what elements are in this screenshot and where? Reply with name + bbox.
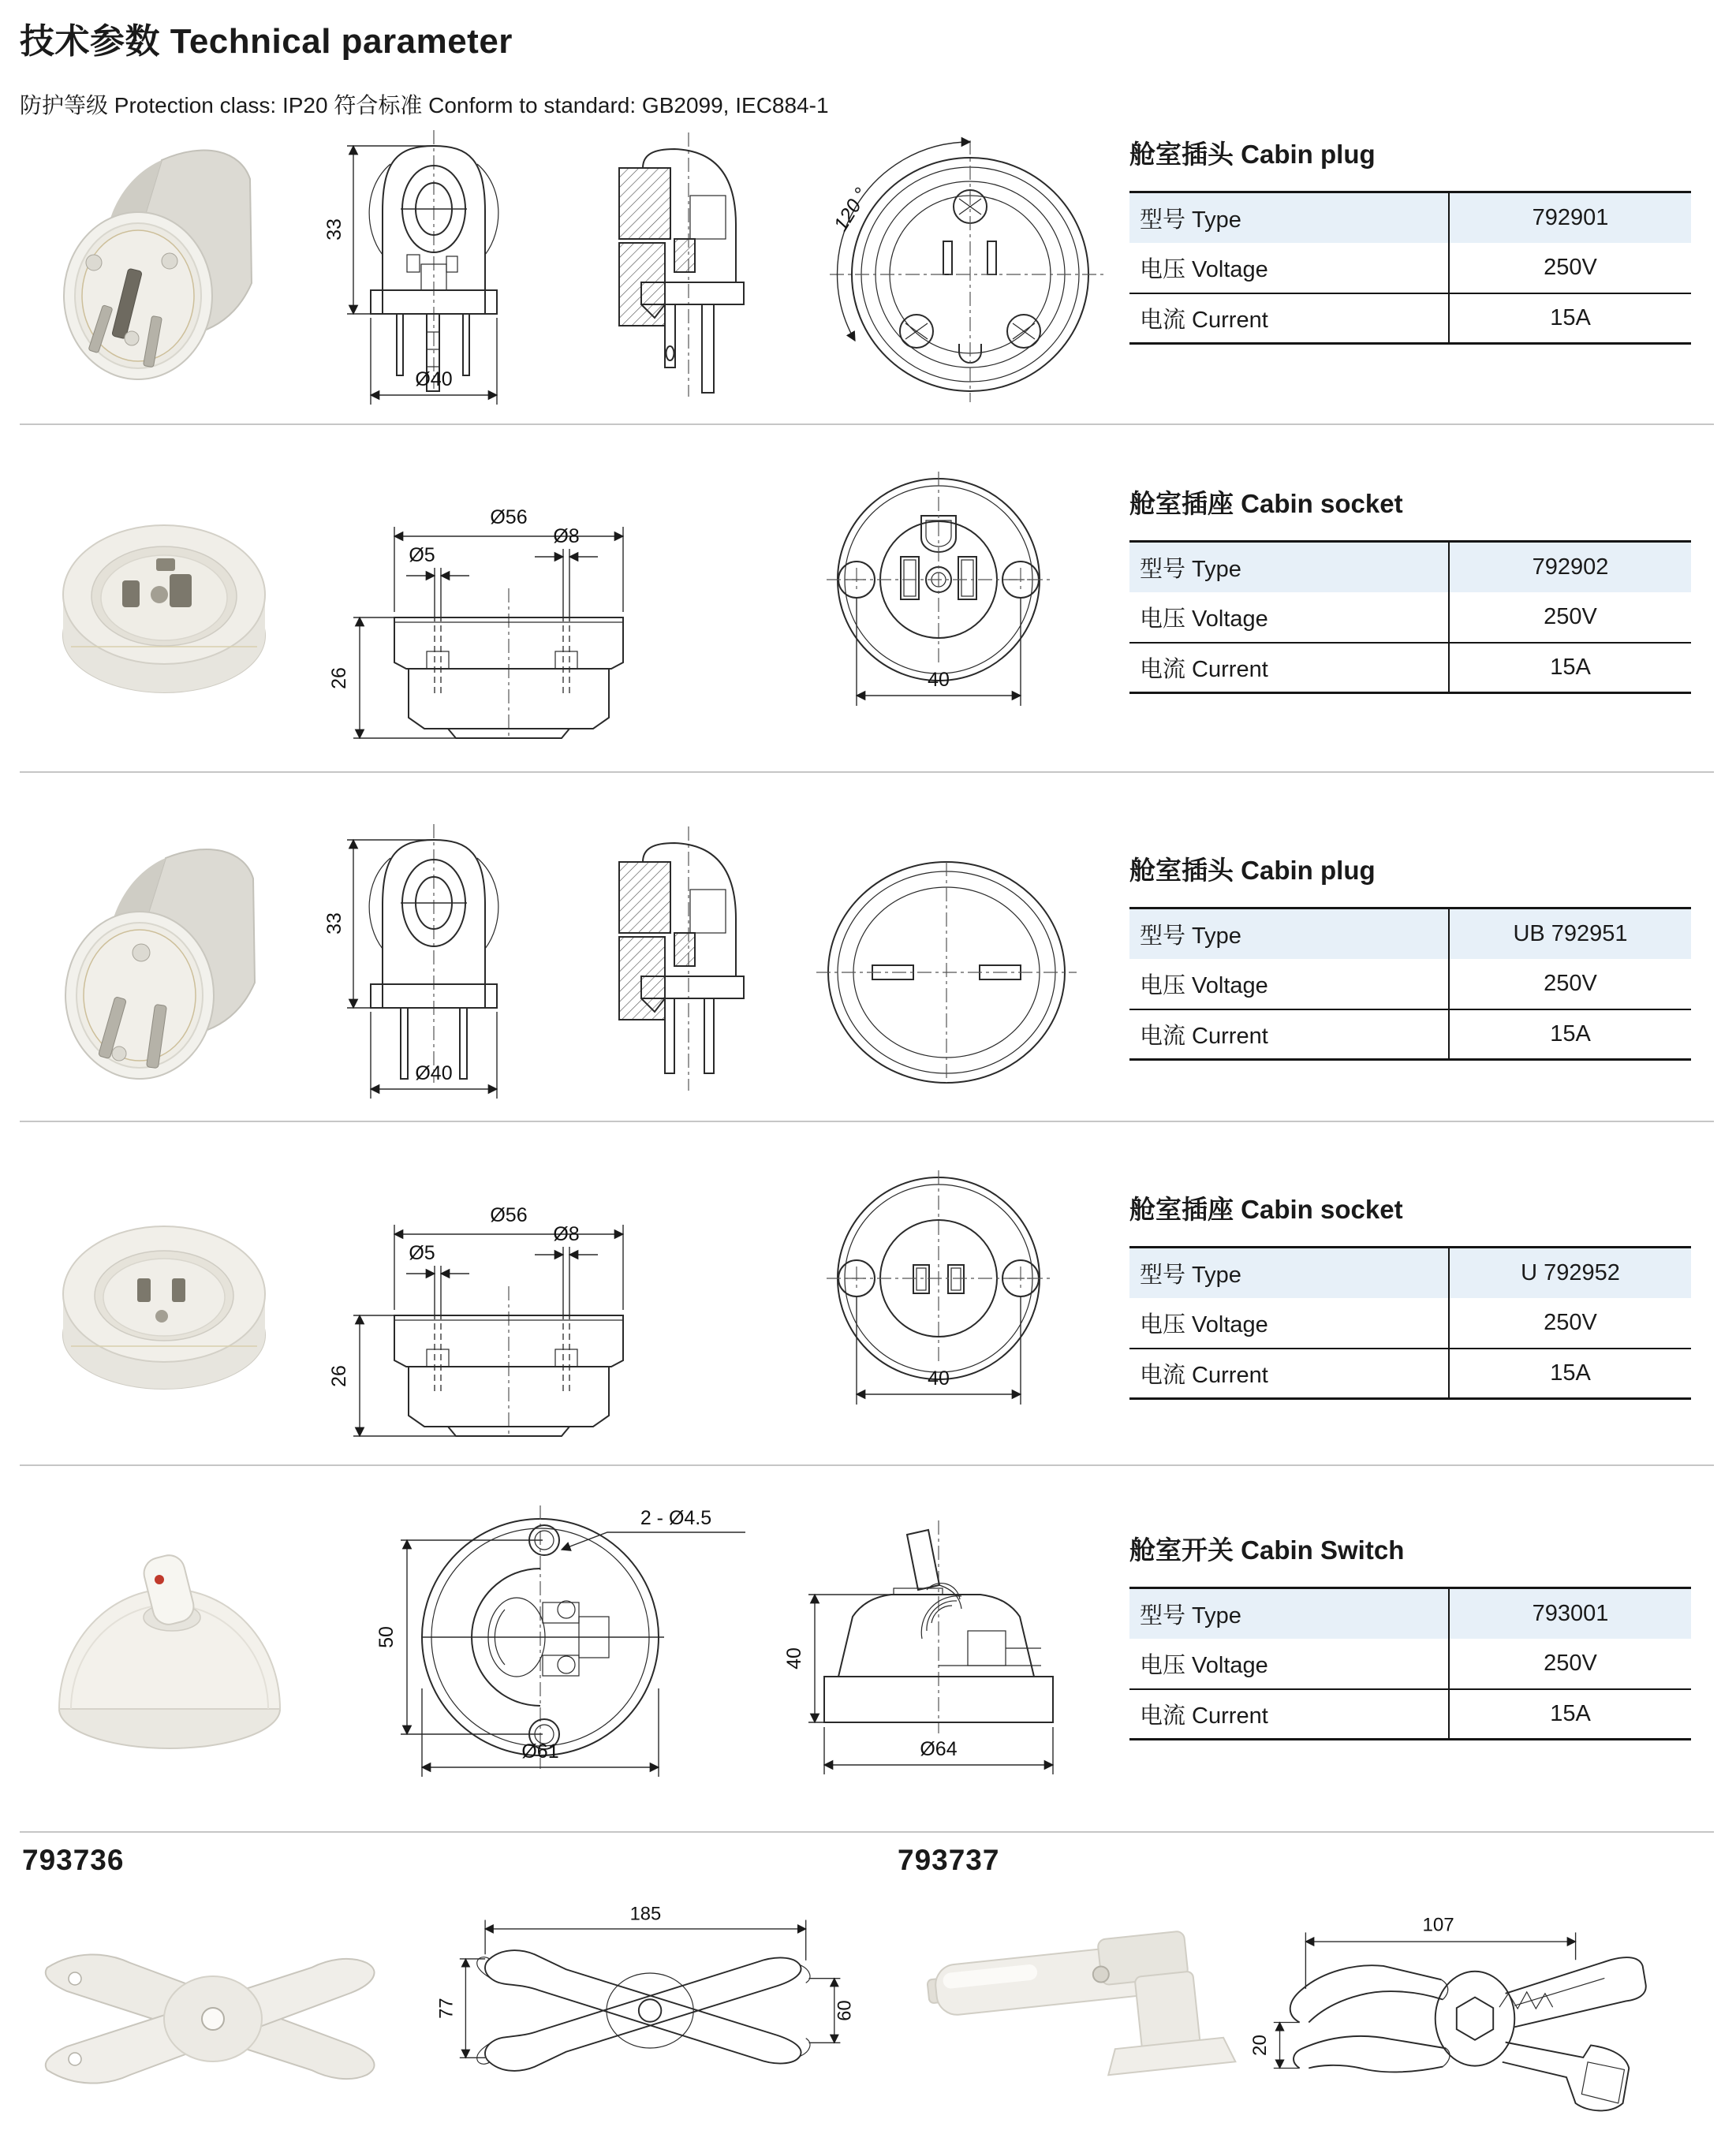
spec-value-current: 15A: [1550, 1360, 1591, 1386]
row1-spec: [1129, 134, 1691, 345]
spec-row-voltage: [1129, 1298, 1691, 1348]
row1-cabin-plug-photo: [43, 129, 288, 401]
spec-row-voltage: [1129, 592, 1691, 642]
row2-socket-front-drawing: [797, 465, 1081, 737]
dim-body-height: 26: [328, 1365, 350, 1387]
dim-tool-length: 185: [629, 1903, 662, 1925]
row3-plug-front-drawing: [797, 854, 1096, 1091]
dim-face-diameter: Ø56: [490, 506, 528, 528]
row1-plug-section-drawing: [595, 121, 765, 412]
spec-row-current: [1129, 1009, 1691, 1058]
dim-hole-small: Ø5: [409, 544, 435, 566]
spec-value-type: U 792952: [1521, 1260, 1620, 1285]
row4-socket-front-drawing: [797, 1164, 1081, 1436]
spec-row-voltage: [1129, 959, 1691, 1009]
spec-label-current: 电流 Current: [1129, 294, 1450, 342]
dim-body-diameter: Ø40: [415, 1062, 453, 1084]
tool-code-793737: 793737: [898, 1844, 1000, 1876]
row5-switch-side-drawing: [777, 1497, 1100, 1781]
row3-plug-section-drawing: [595, 815, 765, 1106]
spec-row-voltage: [1129, 243, 1691, 293]
spec-value-voltage: 250V: [1544, 1310, 1597, 1335]
product-title: 舱室插座 Cabin socket: [1129, 489, 1403, 518]
dim-screw-spacing: 40: [928, 1367, 950, 1390]
row-divider: [20, 1831, 1714, 1833]
spec-label-current: 电流 Current: [1129, 1349, 1450, 1397]
spec-table: [1129, 907, 1691, 1061]
spec-value-type: 793001: [1532, 1601, 1609, 1626]
dim-left-width: 77: [435, 1998, 457, 2019]
tool-793737-drawing: [1246, 1893, 1704, 2129]
spec-label-type: 型号 Type: [1129, 909, 1450, 959]
spec-label-current: 电流 Current: [1129, 1690, 1450, 1738]
spec-row-type: [1129, 543, 1691, 592]
dim-body-height: 33: [323, 218, 345, 241]
dim-hole-small: Ø5: [409, 1242, 435, 1264]
spec-value-current: 15A: [1550, 1021, 1591, 1046]
row-divider: [20, 1121, 1714, 1122]
spec-value-type: UB 792951: [1513, 921, 1628, 946]
spec-row-current: [1129, 1688, 1691, 1738]
spec-table: [1129, 1587, 1691, 1740]
product-title: 舱室插座 Cabin socket: [1129, 1195, 1403, 1224]
dim-right-width: 60: [834, 2000, 856, 2021]
spec-value-current: 15A: [1550, 305, 1591, 330]
spec-label-voltage: 电压 Voltage: [1129, 959, 1450, 1009]
page-subtitle: 防护等级 Protection class: IP20 符合标准 Conform to standard: GB2099, IEC884-1: [20, 93, 829, 118]
spec-label-voltage: 电压 Voltage: [1129, 592, 1450, 642]
row1-plug-front-drawing: [781, 125, 1112, 409]
spec-label-type: 型号 Type: [1129, 1248, 1450, 1298]
spec-label-current: 电流 Current: [1129, 644, 1450, 692]
dim-body-height: 40: [783, 1647, 805, 1670]
spec-value-voltage: 250V: [1544, 971, 1597, 996]
dim-face-diameter: Ø56: [490, 1204, 528, 1226]
spec-row-current: [1129, 642, 1691, 692]
dim-hole-large: Ø8: [553, 1223, 580, 1245]
spec-value-voltage: 250V: [1544, 1651, 1597, 1676]
dim-body-height: 33: [323, 912, 345, 935]
spec-row-type: [1129, 1589, 1691, 1639]
product-title: 舱室开关 Cabin Switch: [1129, 1535, 1405, 1565]
spec-label-current: 电流 Current: [1129, 1010, 1450, 1058]
dim-pin-angle: 120 °: [829, 184, 873, 236]
dim-screw-spacing: 40: [928, 669, 950, 691]
spec-label-voltage: 电压 Voltage: [1129, 243, 1450, 293]
row-divider: [20, 1464, 1714, 1466]
row5-cabin-switch-photo: [39, 1517, 300, 1761]
spec-row-type: [1129, 193, 1691, 243]
row4-socket-section-drawing: [315, 1162, 702, 1438]
spec-label-type: 型号 Type: [1129, 1589, 1450, 1639]
page-title: 技术参数 Technical parameter: [20, 22, 513, 61]
spec-value-current: 15A: [1550, 655, 1591, 680]
row5-spec: [1129, 1530, 1691, 1740]
row2-cabin-socket-photo: [43, 479, 288, 716]
product-title: 舱室插头 Cabin plug: [1129, 856, 1376, 885]
spec-label-voltage: 电压 Voltage: [1129, 1298, 1450, 1348]
spec-label-voltage: 电压 Voltage: [1129, 1639, 1450, 1688]
spec-row-current: [1129, 293, 1691, 342]
spec-label-type: 型号 Type: [1129, 543, 1450, 592]
row3-spec: [1129, 850, 1691, 1061]
row1-plug-side-drawing: [315, 121, 552, 412]
spec-row-current: [1129, 1348, 1691, 1397]
spec-row-type: [1129, 909, 1691, 959]
row-divider: [20, 771, 1714, 773]
spec-value-voltage: 250V: [1544, 604, 1597, 629]
tool-code-793736: 793736: [22, 1844, 125, 1876]
dim-jaw-width: 20: [1249, 2035, 1271, 2056]
spec-table: [1129, 191, 1691, 345]
row-divider: [20, 423, 1714, 425]
row3-cabin-plug-photo: [43, 826, 296, 1102]
dim-hole-spacing: 50: [375, 1626, 398, 1648]
spec-value-type: 792901: [1532, 205, 1609, 230]
spec-row-voltage: [1129, 1639, 1691, 1688]
spec-value-voltage: 250V: [1544, 255, 1597, 280]
row4-spec: [1129, 1189, 1691, 1400]
row4-cabin-socket-photo: [43, 1177, 288, 1414]
dim-body-diameter: Ø40: [415, 368, 453, 390]
dim-hole-large: Ø8: [553, 525, 580, 547]
spec-row-type: [1129, 1248, 1691, 1298]
row3-plug-side-drawing: [315, 815, 552, 1106]
dim-mount-holes: 2 - Ø4.5: [640, 1507, 712, 1529]
dim-body-height: 26: [328, 667, 350, 689]
dim-tool-length: 107: [1422, 1914, 1454, 1936]
spec-table: [1129, 540, 1691, 694]
row5-switch-top-drawing: [355, 1491, 749, 1787]
spec-table: [1129, 1246, 1691, 1400]
product-title: 舱室插头 Cabin plug: [1129, 140, 1376, 169]
dim-base-diameter: Ø64: [920, 1738, 958, 1760]
dim-cover-diameter: Ø61: [521, 1740, 559, 1763]
row2-spec: [1129, 483, 1691, 694]
tool-793736-photo: [12, 1912, 430, 2129]
row2-socket-section-drawing: [315, 464, 702, 740]
spec-label-type: 型号 Type: [1129, 193, 1450, 243]
tool-793737-photo: [907, 1889, 1246, 2129]
spec-value-current: 15A: [1550, 1701, 1591, 1726]
spec-value-type: 792902: [1532, 554, 1609, 580]
tool-793736-drawing: [435, 1894, 861, 2127]
